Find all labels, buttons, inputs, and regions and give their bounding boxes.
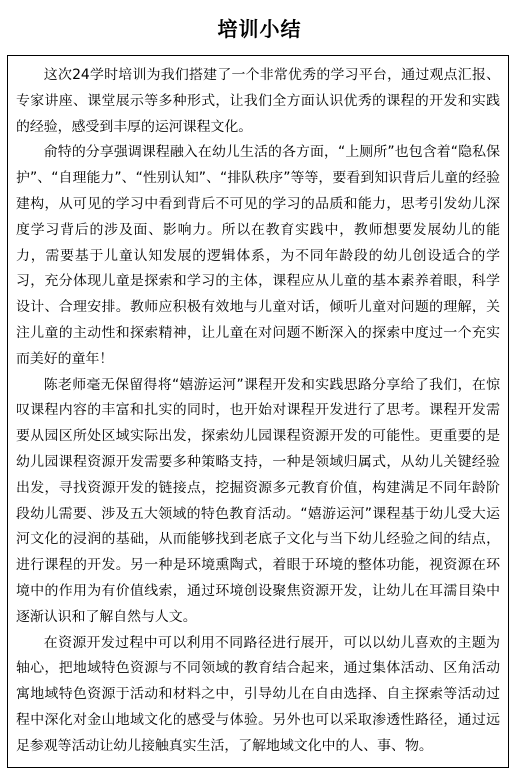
page-title: 培训小结 bbox=[217, 17, 302, 41]
paragraph-4: 在资源开发过程中可以利用不同路径进行展开，可以以幼儿喜欢的主题为轴心，把地域特色资源与不同领域的教育结合起来，通过集体活动、区角活动寓地域特色资源于活动和材料之中，引导幼儿在自由选择、自主探索等活动过程中深化对金山地域文化的感受与体验。另外也可以采取渗透性路径，通过远足参观等活动让幼儿接触真实生活，了解地域文化中的人、事、物。 bbox=[16, 634, 500, 754]
content-box bbox=[7, 55, 509, 768]
paragraph-2: 俞特的分享强调课程融入在幼儿生活的各方面，“上厕所”也包含着“隐私保护”、“自理能力”、“性别认知”、“排队秩序”等等，要看到知识背后儿童的经验建构，从可见的学习中看到背后不可见的学习的品质和能力，思考引发幼儿深度学习背后的涉及面、影响力。所以在教育实践中，教师想要发展幼儿的能力，需要基于儿童认知发展的逻辑体系，为不同年龄段的幼儿创设适合的学习，充分体现儿童是探索和学习的主体，课程应从儿童的基本素养着眼，科学设计、合理安排。教师应积极有效地与儿童对话，倾听儿童对问题的理解，关注儿童的主动性和探索精神，让儿童在对问题不断深入的探索中度过一个充实而美好的童年！ bbox=[16, 144, 500, 367]
paragraph-3: 陈老师毫无保留得将“嬉游运河”课程开发和实践思路分享给了我们，在惊叹课程内容的丰富和扎实的同时，也开始对课程开发进行了思考。课程开发需要从园区所处区域实际出发，探索幼儿园课程资源开发的可能性。更重要的是幼儿园课程资源开发需要多种策略支持，一种是领域归属式，从幼儿关键经验出发，寻找资源开发的链接点，挖掘资源多元教育价值，构建满足不同年龄阶段幼儿需要、涉及五大领域的特色教育活动。“嬉游运河”课程基于幼儿受大运河文化的浸润的基础，从而能够找到老底子文化与当下幼儿经验之间的结点，进行课程的开发。另一种是环境熏陶式，着眼于环境的整体功能，视资源在环境中的作用为有价值线索，通过环境创设聚焦资源开发，让幼儿在耳濡目染中逐渐认识和了解自然与人文。 bbox=[16, 376, 500, 625]
paragraph-1: 这次24学时培训为我们搭建了一个非常优秀的学习平台，通过观点汇报、专家讲座、课堂展示等多种形式，让我们全方面认识优秀的课程的开发和实践的经验，感受到丰厚的运河课程文化。 bbox=[16, 67, 500, 135]
